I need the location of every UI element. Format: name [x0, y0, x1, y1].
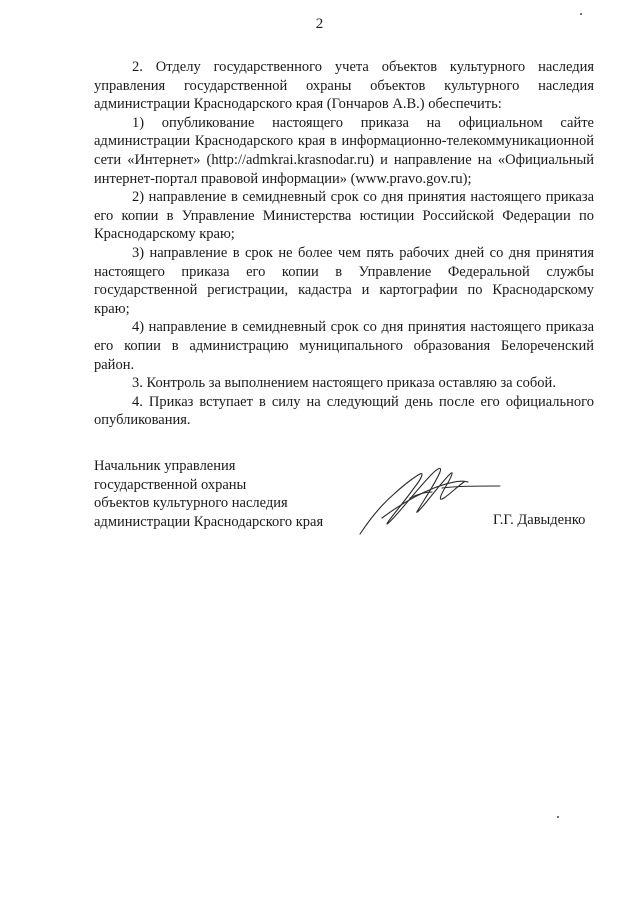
- scan-speck: [557, 816, 559, 818]
- signatory-position-line: администрации Краснодарского края: [94, 513, 324, 530]
- paragraph-item-4: 4. Приказ вступает в силу на следующий день после его официального опубликования.: [94, 393, 594, 429]
- paragraph-item-3: 3. Контроль за выполнением настоящего приказа оставляю за собой.: [132, 375, 556, 392]
- paragraph-subitem-1: 1) опубликование настоящего приказа на официальном сайте администрации Краснодарского края в информационно-телекоммуникационной сети «Интернет» (http://admkrai.krasnodar.ru) и направление на «Официальный интернет-портал правовой информации» (www.pravo.gov.ru);: [94, 114, 594, 187]
- handwritten-signature: [354, 458, 504, 538]
- document-body: [94, 58, 594, 430]
- signatory-position: [94, 457, 323, 531]
- paragraph-subitem-4: 4) направление в семидневный срок со дня принятия настоящего приказа его копии в администрацию муниципального образования Белореченский район.: [94, 319, 594, 373]
- paragraph-item-2: 2. Отделу государственного учета объектов культурного наследия управления государственной охраны объектов культурного наследия администрации Краснодарского края (Гончаров А.В.) обеспечить:: [94, 59, 594, 113]
- scan-speck: [580, 13, 582, 15]
- page-number: 2: [315, 16, 324, 32]
- signatory-position-line: Начальник управления: [94, 458, 236, 474]
- signatory-name: Г.Г. Давыденко: [493, 512, 586, 528]
- signatory-position-line: объектов культурного наследия: [94, 495, 288, 512]
- signatory-position-line: государственной охраны: [94, 476, 247, 493]
- paragraph-subitem-3: 3) направление в срок не более чем пять рабочих дней со дня принятия настоящего приказа его копии в Управление Федеральной службы государственной регистрации, кадастра и картографии по Краснодарскому краю;: [94, 244, 594, 317]
- paragraph-subitem-2: 2) направление в семидневный срок со дня принятия настоящего приказа его копии в Управление Министерства юстиции Российской Федерации по Краснодарскому краю;: [94, 189, 594, 243]
